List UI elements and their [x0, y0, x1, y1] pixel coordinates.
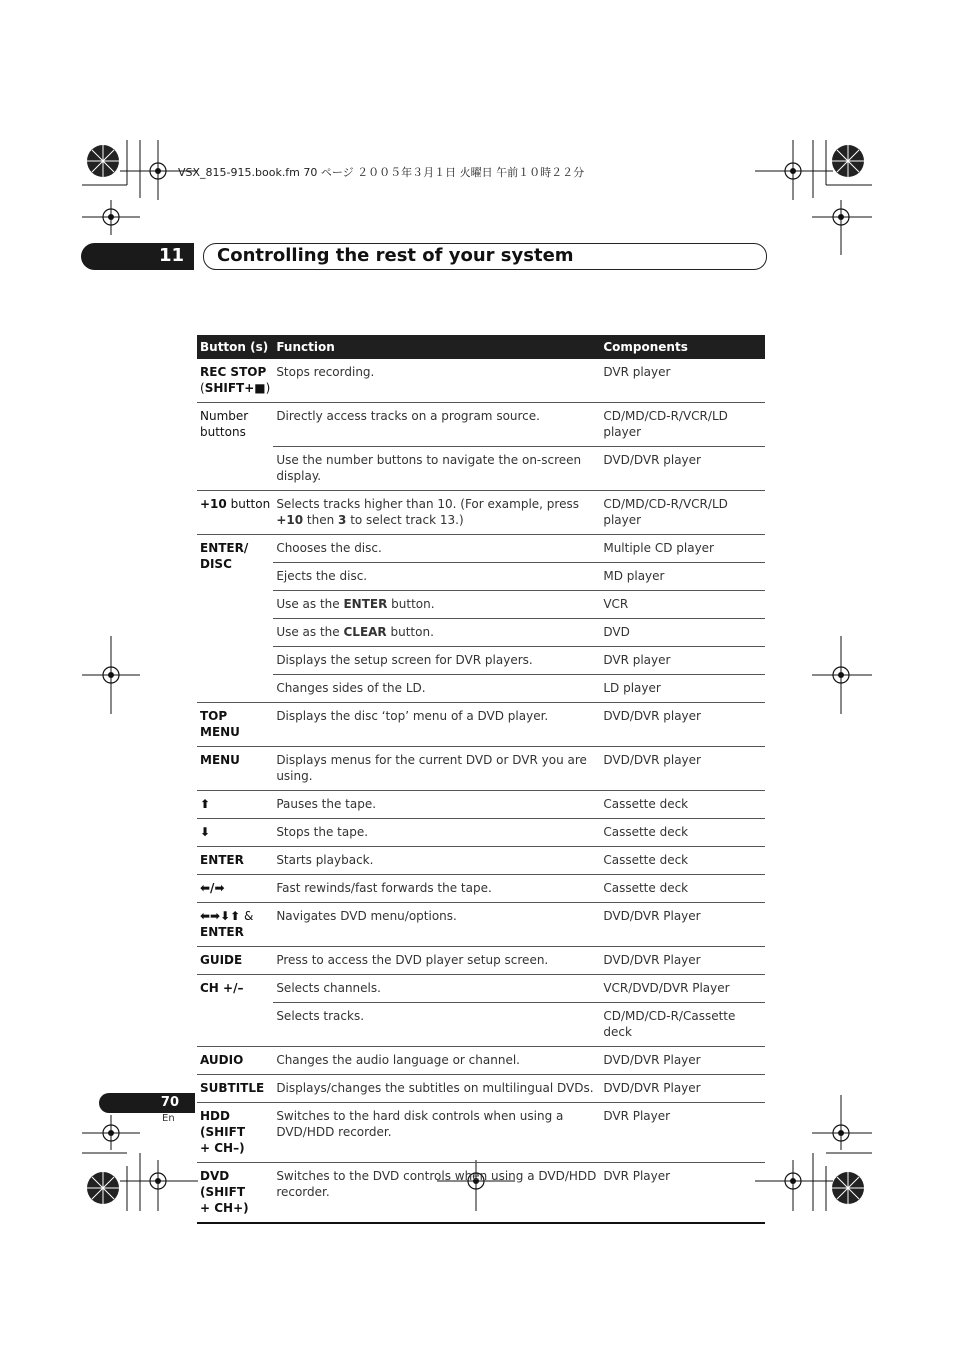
button-cell: ⬇	[197, 819, 273, 847]
component-cell: DVD/DVR Player	[600, 1075, 765, 1103]
component-cell: LD player	[600, 675, 765, 703]
component-cell: DVR Player	[600, 1163, 765, 1224]
button-cell: ENTER	[197, 847, 273, 875]
table-row	[197, 975, 765, 1003]
function-cell: Pauses the tape.	[273, 791, 600, 819]
component-cell: DVD	[600, 619, 765, 647]
page-number: 70	[160, 1095, 179, 1110]
chapter-number: 11	[158, 245, 184, 266]
table-row	[197, 1003, 765, 1047]
function-cell: Stops recording.	[273, 359, 600, 403]
function-cell: Selects tracks higher than 10. (For example, press +10 then 3 to select track 13.)	[273, 491, 600, 535]
component-cell: DVR Player	[600, 1103, 765, 1163]
component-cell: Multiple CD player	[600, 535, 765, 563]
table-row	[197, 447, 765, 491]
table-row	[197, 1163, 765, 1224]
function-cell: Displays menus for the current DVD or DVR you are using.	[273, 747, 600, 791]
component-cell: DVD/DVR Player	[600, 947, 765, 975]
function-cell: Selects tracks.	[273, 1003, 600, 1047]
function-cell: Selects channels.	[273, 975, 600, 1003]
button-cell: AUDIO	[197, 1047, 273, 1075]
table-row	[197, 647, 765, 675]
component-cell: Cassette deck	[600, 847, 765, 875]
component-cell: Cassette deck	[600, 791, 765, 819]
table-row	[197, 591, 765, 619]
function-cell: Press to access the DVD player setup screen.	[273, 947, 600, 975]
button-cell: +10 button	[197, 491, 273, 535]
component-cell: CD/MD/CD-R/VCR/LD player	[600, 403, 765, 447]
component-cell: VCR/DVD/DVR Player	[600, 975, 765, 1003]
table-row	[197, 703, 765, 747]
table-row	[197, 903, 765, 947]
component-cell: DVD/DVR player	[600, 703, 765, 747]
table-row	[197, 491, 765, 535]
chapter-number-badge	[81, 243, 194, 270]
function-cell: Stops the tape.	[273, 819, 600, 847]
table-row	[197, 847, 765, 875]
button-cell: TOP MENU	[197, 703, 273, 747]
page-language: En	[162, 1113, 175, 1124]
button-cell: Number buttons	[197, 403, 273, 491]
table-row	[197, 563, 765, 591]
button-cell: GUIDE	[197, 947, 273, 975]
function-table	[197, 335, 765, 1224]
function-cell: Use the number buttons to navigate the on-screen display.	[273, 447, 600, 491]
component-cell: CD/MD/CD-R/Cassette deck	[600, 1003, 765, 1047]
function-cell: Ejects the disc.	[273, 563, 600, 591]
function-cell: Displays the setup screen for DVR players.	[273, 647, 600, 675]
table-row	[197, 819, 765, 847]
header-components: Components	[600, 335, 765, 359]
table-row	[197, 1075, 765, 1103]
table-row	[197, 403, 765, 447]
component-cell: DVR player	[600, 647, 765, 675]
table-row	[197, 619, 765, 647]
function-cell: Switches to the DVD controls when using a DVD/HDD recorder.	[273, 1163, 600, 1224]
table-row	[197, 747, 765, 791]
function-cell: Chooses the disc.	[273, 535, 600, 563]
button-cell: DVD (SHIFT + CH+)	[197, 1163, 273, 1224]
component-cell: MD player	[600, 563, 765, 591]
component-cell: DVD/DVR player	[600, 447, 765, 491]
page-number-badge	[99, 1093, 195, 1113]
chapter-title-bar	[203, 243, 767, 270]
button-cell: REC STOP (SHIFT+■)	[197, 359, 273, 403]
function-cell: Use as the ENTER button.	[273, 591, 600, 619]
function-cell: Switches to the hard disk controls when using a DVD/HDD recorder.	[273, 1103, 600, 1163]
table-row	[197, 535, 765, 563]
table-row	[197, 675, 765, 703]
button-cell: SUBTITLE	[197, 1075, 273, 1103]
function-cell: Fast rewinds/fast forwards the tape.	[273, 875, 600, 903]
table-row	[197, 1047, 765, 1075]
component-cell: VCR	[600, 591, 765, 619]
table-row	[197, 1103, 765, 1163]
function-cell: Starts playback.	[273, 847, 600, 875]
component-cell: Cassette deck	[600, 819, 765, 847]
table-row	[197, 791, 765, 819]
button-cell: MENU	[197, 747, 273, 791]
function-cell: Directly access tracks on a program source.	[273, 403, 600, 447]
component-cell: Cassette deck	[600, 875, 765, 903]
component-cell: DVD/DVR Player	[600, 1047, 765, 1075]
function-cell: Navigates DVD menu/options.	[273, 903, 600, 947]
component-cell: DVD/DVR player	[600, 747, 765, 791]
table-row	[197, 359, 765, 403]
component-cell: DVD/DVR Player	[600, 903, 765, 947]
table-row	[197, 875, 765, 903]
function-cell: Use as the CLEAR button.	[273, 619, 600, 647]
button-cell: ⬅➡⬇⬆ & ENTER	[197, 903, 273, 947]
function-cell: Displays the disc ‘top’ menu of a DVD player.	[273, 703, 600, 747]
header-function: Function	[273, 335, 600, 359]
header-button: Button (s)	[197, 335, 273, 359]
print-header: VSX_815-915.book.fm 70 ページ ２００５年３月１日 火曜日 午前１０時２２分	[178, 166, 585, 179]
table-header-row	[197, 335, 765, 359]
button-cell: ⬅/➡	[197, 875, 273, 903]
button-cell: HDD (SHIFT + CH–)	[197, 1103, 273, 1163]
function-cell: Changes the audio language or channel.	[273, 1047, 600, 1075]
function-cell: Changes sides of the LD.	[273, 675, 600, 703]
function-cell: Displays/changes the subtitles on multilingual DVDs.	[273, 1075, 600, 1103]
button-cell: ⬆	[197, 791, 273, 819]
button-cell: ENTER/ DISC	[197, 535, 273, 703]
button-cell: CH +/–	[197, 975, 273, 1047]
chapter-title: Controlling the rest of your system	[217, 245, 574, 266]
table-body	[197, 359, 765, 1223]
table-row	[197, 947, 765, 975]
component-cell: CD/MD/CD-R/VCR/LD player	[600, 491, 765, 535]
component-cell: DVR player	[600, 359, 765, 403]
